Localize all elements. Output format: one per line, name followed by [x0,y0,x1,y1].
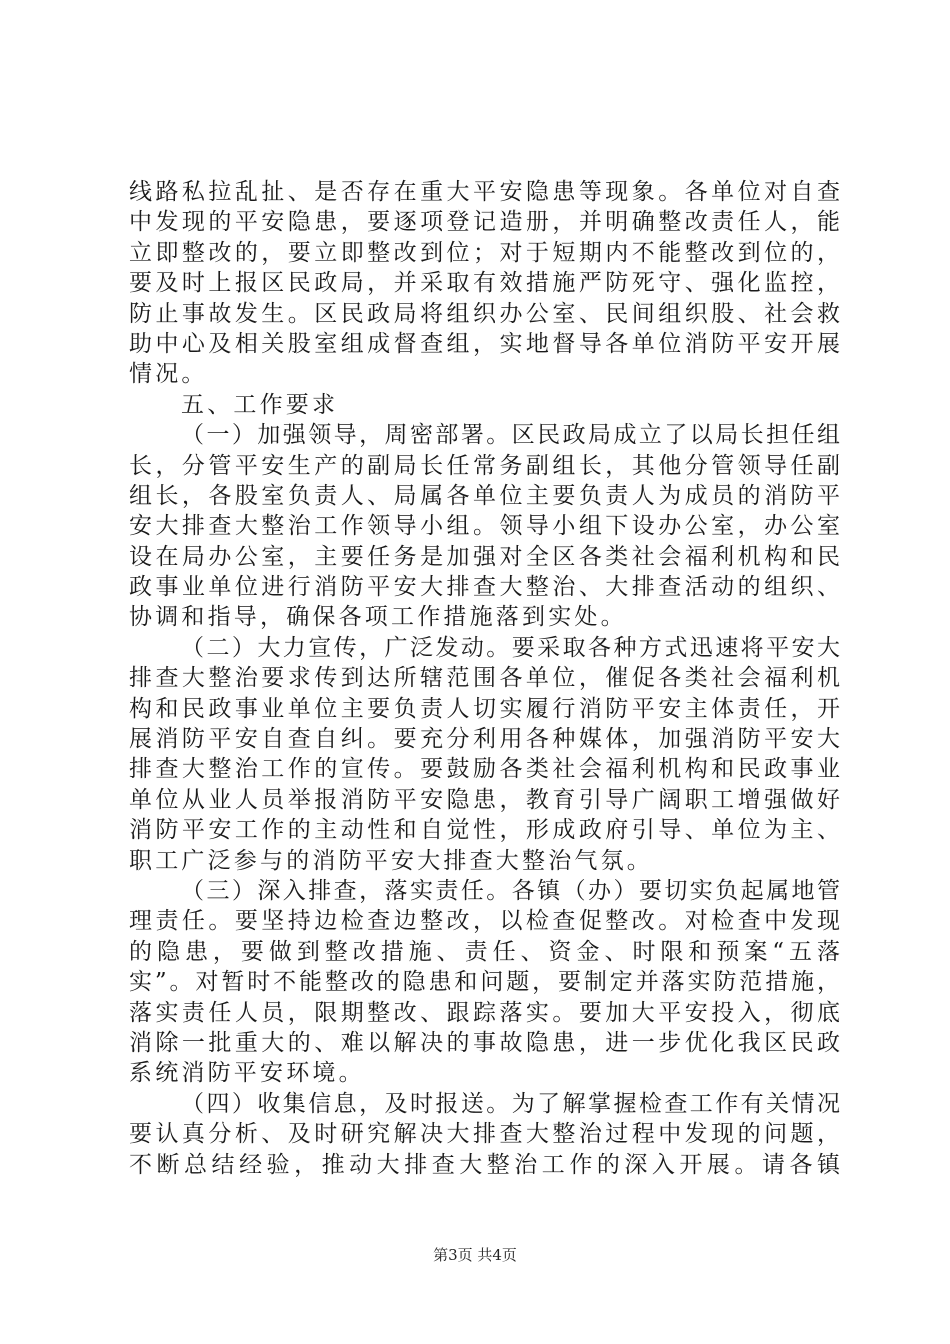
text-line: 消除一批重大的、难以解决的事故隐患，进一步优化我区民政 [129,1029,840,1056]
text-line: 防止事故发生。区民政局将组织办公室、民间组织股、社会救 [129,300,840,327]
text-line: 单位从业人员举报消防平安隐患，教育引导广阔职工增强做好 [129,786,840,813]
text-line: 要认真分析、及时研究解决大排查大整治过程中发现的问题， [129,1121,840,1148]
text-line: 长，分管平安生产的副局长任常务副组长，其他分管领导任副 [129,452,840,479]
section-heading: 五、工作要求 [181,391,339,418]
text-line: 排查大整治要求传到达所辖范围各单位，催促各类社会福利机 [129,665,840,692]
text-line: （四）收集信息，及时报送。为了解掌握检查工作有关情况 [181,1090,840,1117]
text-line: （二）大力宣传，广泛发动。要采取各种方式迅速将平安大 [181,634,840,661]
text-line: 展消防平安自查自纠。要充分利用各种媒体，加强消防平安大 [129,726,840,753]
text-line: 落实责任人员，限期整改、跟踪落实。要加大平安投入，彻底 [129,999,840,1026]
text-line: 立即整改的，要立即整改到位；对于短期内不能整改到位的， [129,239,840,266]
document-body [129,177,840,1180]
text-line: 安大排查大整治工作领导小组。领导小组下设办公室，办公室 [129,513,840,540]
text-line: 要及时上报区民政局，并采取有效措施严防死守、强化监控， [129,270,840,297]
page-footer: 第3页 共4页 [433,1246,517,1264]
text-line: 设在局办公室，主要任务是加强对全区各类社会福利机构和民 [129,543,840,570]
text-line: 系统消防平安环境。 [129,1060,365,1087]
text-line: 协调和指导，确保各项工作措施落到实处。 [129,604,627,631]
text-line: 消防平安工作的主动性和自觉性，形成政府引导、单位为主、 [129,817,840,844]
text-line: （一）加强领导，周密部署。区民政局成立了以局长担任组 [181,422,840,449]
text-line: 情况。 [129,361,208,388]
text-line: 组长，各股室负责人、局属各单位主要负责人为成员的消防平 [129,482,840,509]
text-line: 职工广泛参与的消防平安大排查大整治气氛。 [129,847,653,874]
text-line: 的隐患，要做到整改措施、责任、资金、时限和预案“五落 [129,938,840,965]
text-line: 不断总结经验，推动大排查大整治工作的深入开展。请各镇 [129,1151,840,1178]
text-line: 政事业单位进行消防平安大排查大整治、大排查活动的组织、 [129,574,840,601]
text-line: 助中心及相关股室组成督查组，实地督导各单位消防平安开展 [129,330,840,357]
text-line: 理责任。要坚持边检查边整改，以检查促整改。对检查中发现 [129,908,840,935]
text-line: 排查大整治工作的宣传。要鼓励各类社会福利机构和民政事业 [129,756,840,783]
text-line: 实”。对暂时不能整改的隐患和问题，要制定并落实防范措施， [129,969,840,996]
text-line: 线路私拉乱扯、是否存在重大平安隐患等现象。各单位对自查 [129,179,840,205]
text-line: 中发现的平安隐患，要逐项登记造册，并明确整改责任人，能 [129,209,840,236]
text-line: 构和民政事业单位主要负责人切实履行消防平安主体责任，开 [129,695,840,722]
text-line: （三）深入排查，落实责任。各镇（办）要切实负起属地管 [181,877,840,904]
